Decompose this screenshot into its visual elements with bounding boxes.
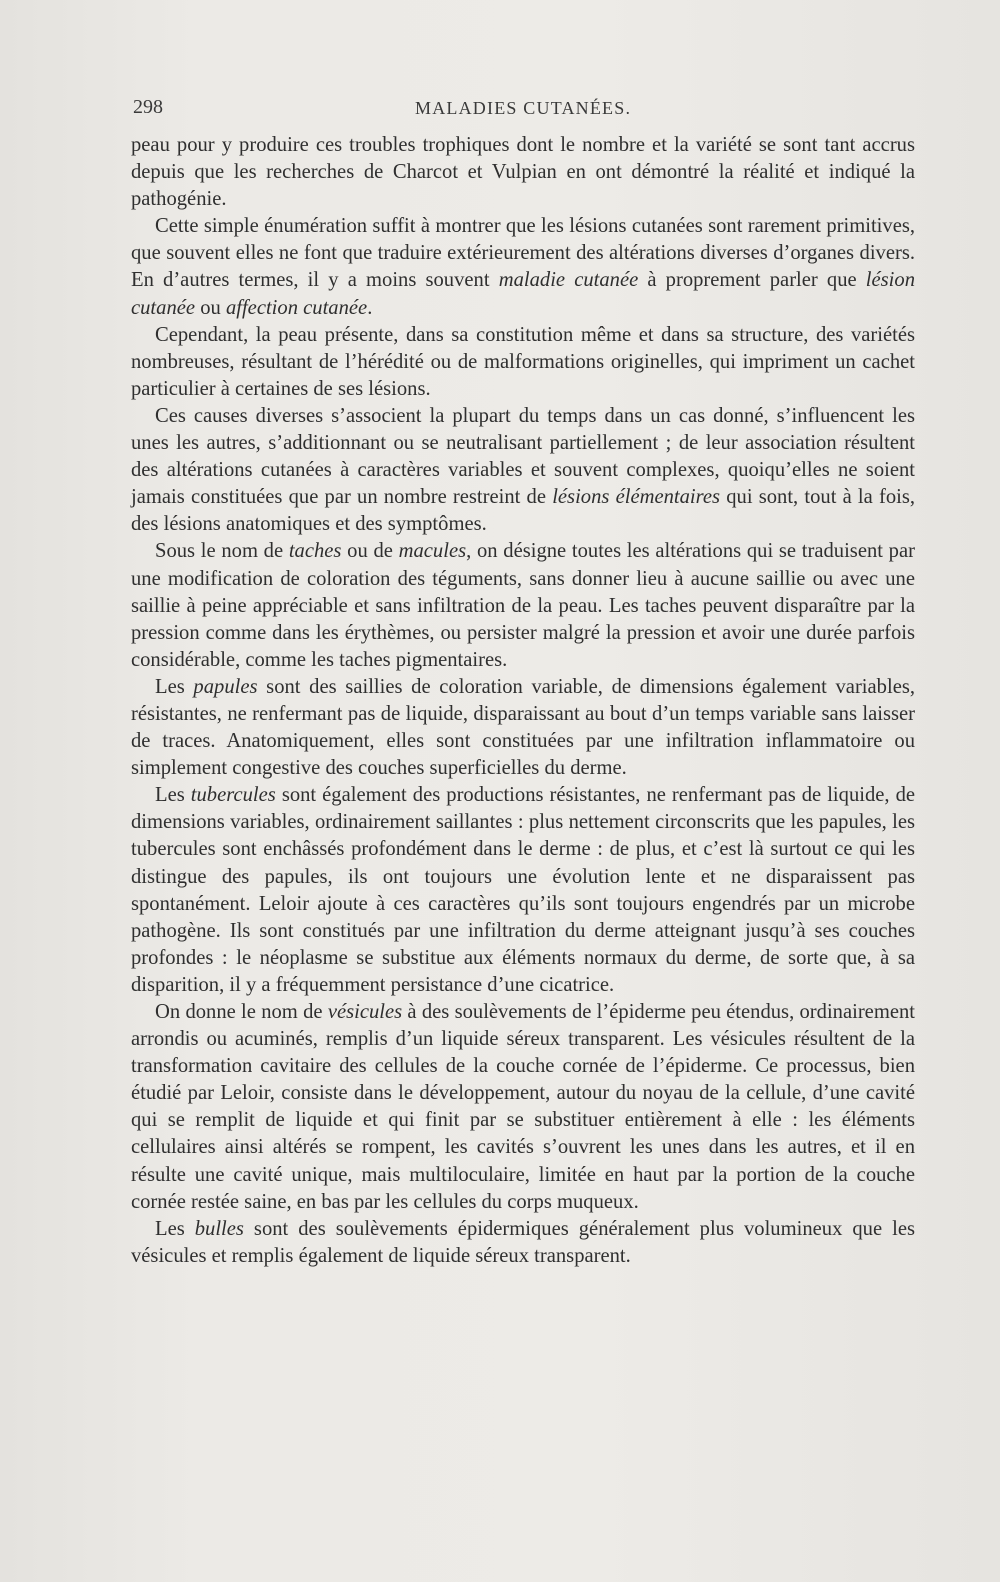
paragraph-3 [131,322,915,403]
italic-term: affection cutanée [225,296,368,319]
page-number: 298 [133,96,163,118]
text-run: . [367,296,373,319]
text-run: Les [155,1217,195,1240]
italic-term: tubercules [190,784,276,807]
paragraph-1 [131,132,915,213]
italic-term: vésicules [327,1001,403,1023]
paragraph-2 [131,213,915,321]
paragraph-5 [131,538,915,673]
italic-term: taches [288,540,342,563]
text-run: sont également des productions résistantes, ne renfermant pas de liquide, de dimensions variables, ordinairement saillantes : plus nettement circonscrits que les papules, les tubercules sont enchâssés profondément dans le derme : de plus, et c’est là surtout ce qui les distingue des papules, ils ont toujours une évolution lente et ne disparaissent pas spontanément. Leloir ajoute à ces caractères qu’ils sont toujours engendrés par un microbe pathogène. Ils sont constitués par une infiltration du derme atteignant jusqu’à ses couches profondes : le néoplasme se substitue aux éléments normaux du derme, de sorte que, à sa disparition, il y a fréquemment persistance d’une cicatrice. [131,784,916,996]
text-run: sont des soulèvements épidermiques généralement plus volumineux que les vésicules et remplis également de liquide séreux transparent. [131,1217,915,1267]
text-run: ou [195,296,226,319]
page-header [133,96,913,126]
text-run: Les [155,675,194,698]
paragraph-9 [131,1216,915,1270]
text-run: Les [155,784,191,807]
italic-term: papules [193,675,258,698]
text-run: Cette simple énumération suffit à montrer que les lésions cutanées sont rarement primitives, que souvent elles ne font que traduire extérieurement des altérations diverses d’organes divers. En d’autres termes, il y a moins souvent [131,215,915,292]
italic-term: lésions élémentaires [552,486,721,509]
italic-term: bulles [194,1217,244,1240]
text-run: peau pour y produire ces troubles trophiques dont le nombre et la variété se sont tant accrus depuis que les recherches de Charcot et Vulpian en ont démontré la réalité et indiqué la pathogénie. [131,134,915,211]
text-run: Cependant, la peau présente, dans sa constitution même et dans sa structure, des variétés nombreuses, résultant de l’hérédité ou de malformations originelles, qui impriment un cachet particulier à certaines de ses lésions. [131,323,915,400]
paragraph-7 [131,782,915,999]
italic-term: lésion cutanée [131,269,915,319]
text-run: Ces causes diverses s’associent la plupart du temps dans un cas donné, s’influencent les unes les autres, s’additionnant ou se neutralisant partiellement ; de leur association résultent des altérations cutanées à caractères variables et souvent complexes, quoiqu’elles ne soient jamais constituées que par un nombre restreint de [131,404,915,509]
text-run: On donne le nom de [155,1001,328,1023]
text-run: qui sont, tout à la fois, des lésions anatomiques et des symptômes. [131,486,916,536]
text-run: à proprement parler que [638,269,866,292]
italic-term: macules [398,540,467,563]
paragraph-6 [131,674,915,782]
body-text [131,132,915,1270]
text-run: ou de [341,540,399,563]
paragraph-4 [131,403,915,538]
text-run: , on désigne toutes les altérations qui se traduisent par une modification de coloration des téguments, sans donner lieu à aucune saillie ou avec une saillie à peine appréciable et sans infiltration de la peau. Les taches peuvent disparaître par la pression comme dans les érythèmes, ou persister malgré la pression et avoir une durée parfois considérable, comme les taches pigmentaires. [131,540,915,671]
text-run: sont des saillies de coloration variable, de dimensions également variables, résistantes, ne renfermant pas de liquide, disparaissant au bout d’un temps variable sans laisser de traces. Anatomiquement, elles sont constituées par une infiltration inflammatoire ou simplement congestive des couches superficielles du derme. [131,675,915,780]
text-run: à des soulèvements de l’épiderme peu étendus, ordinairement arrondis ou acuminés, remplis d’un liquide séreux transparent. Les vésicules résultent de la transformation cavitaire des cellules de la couche cornée de l’épiderme. Ce processus, bien étudié par Leloir, consiste dans le développement, autour du noyau de la cellule, d’une cavité qui se remplit de liquide et qui finit par se substituer entièrement à elle : les éléments cellulaires ainsi altérés se rompent, les cavités s’ouvrent les unes dans les autres, et il en résulte une cavité unique, mais multiloculaire, limitée en haut par la portion de la couche cornée restée saine, en bas par les cellules du corps muqueux. [131,1001,916,1213]
text-run: Sous le nom de [155,540,289,563]
paragraph-8 [131,999,915,1216]
running-head: MALADIES CUTANÉES. [415,98,632,118]
italic-term: maladie cutanée [498,269,639,292]
